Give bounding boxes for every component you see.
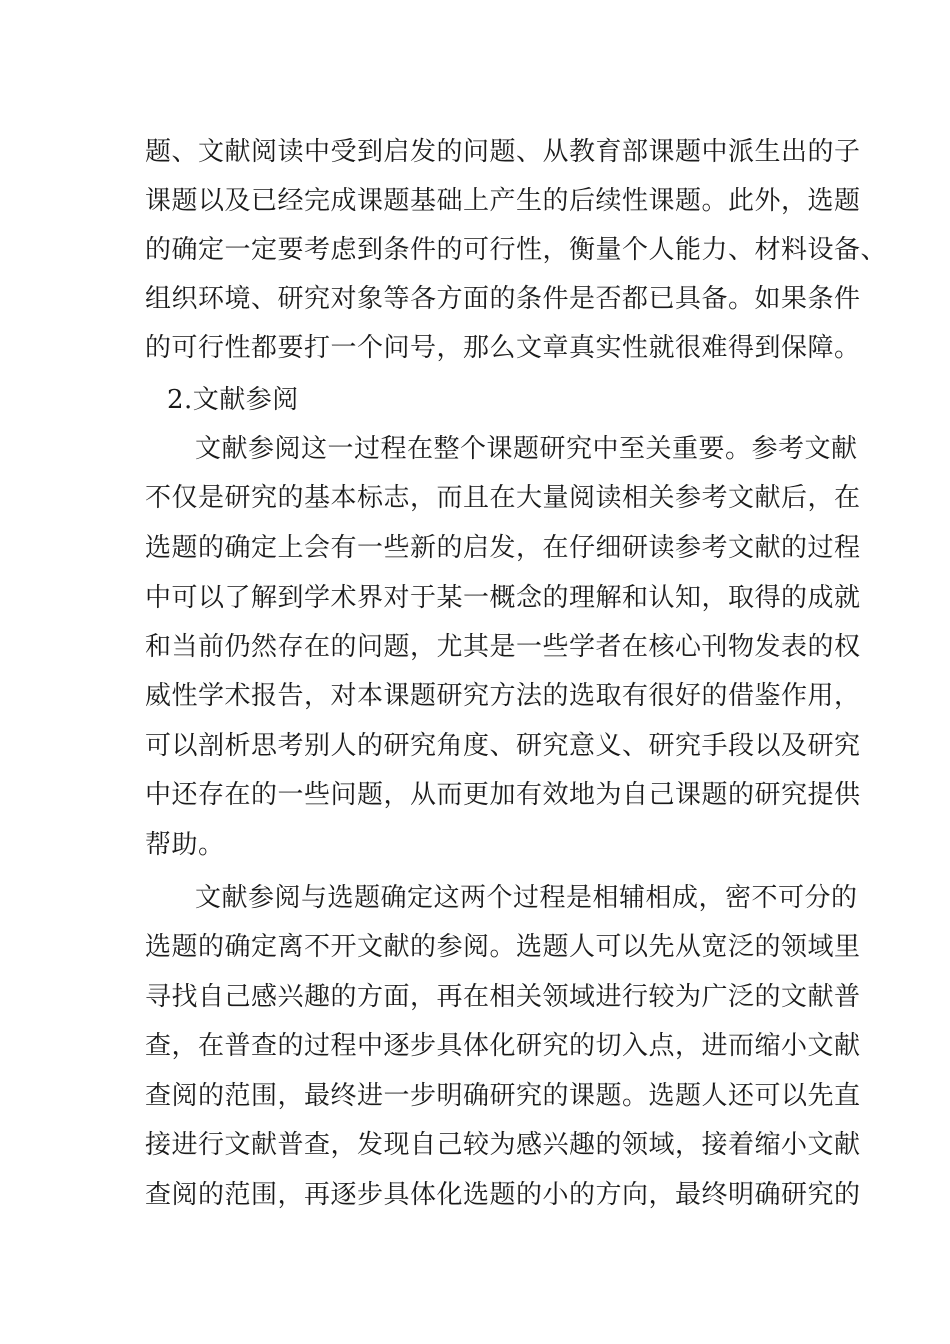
text-line: 中可以了解到学术界对于某一概念的理解和认知，取得的成就	[145, 583, 861, 613]
text-line: 查，在普查的过程中逐步具体化研究的切入点，进而缩小文献	[145, 1031, 861, 1061]
text-line: 寻找自己感兴趣的方面，再在相关领域进行较为广泛的文献普	[145, 982, 861, 1012]
text-line: 选题的确定离不开文献的参阅。选题人可以先从宽泛的领域里	[145, 932, 861, 962]
text-line: 的可行性都要打一个问号，那么文章真实性就很难得到保障。	[145, 333, 861, 363]
text-line: 不仅是研究的基本标志，而且在大量阅读相关参考文献后，在	[145, 483, 861, 513]
section-heading: 2.文献参阅	[167, 385, 299, 415]
text-line: 接进行文献普查，发现自己较为感兴趣的领域，接着缩小文献	[145, 1130, 861, 1160]
paragraph-first-line: 文献参阅与选题确定这两个过程是相辅相成，密不可分的	[195, 883, 858, 913]
text-line: 的确定一定要考虑到条件的可行性，衡量个人能力、材料设备、	[145, 235, 888, 265]
text-line: 题、文献阅读中受到启发的问题、从教育部课题中派生出的子	[145, 137, 861, 167]
paragraph-first-line: 文献参阅这一过程在整个课题研究中至关重要。参考文献	[195, 434, 858, 464]
text-line: 中还存在的一些问题，从而更加有效地为自己课题的研究提供	[145, 780, 861, 810]
text-line: 组织环境、研究对象等各方面的条件是否都已具备。如果条件	[145, 284, 861, 314]
text-line: 课题以及已经完成课题基础上产生的后续性课题。此外，选题	[145, 186, 861, 216]
text-line: 帮助。	[145, 830, 225, 860]
text-line: 威性学术报告，对本课题研究方法的选取有很好的借鉴作用，	[145, 681, 861, 711]
text-line: 和当前仍然存在的问题，尤其是一些学者在核心刊物发表的权	[145, 632, 861, 662]
text-line: 查阅的范围，再逐步具体化选题的小的方向，最终明确研究的	[145, 1180, 861, 1210]
text-line: 可以剖析思考别人的研究角度、研究意义、研究手段以及研究	[145, 731, 861, 761]
text-line: 选题的确定上会有一些新的启发，在仔细研读参考文献的过程	[145, 533, 861, 563]
text-line: 查阅的范围，最终进一步明确研究的课题。选题人还可以先直	[145, 1081, 861, 1111]
